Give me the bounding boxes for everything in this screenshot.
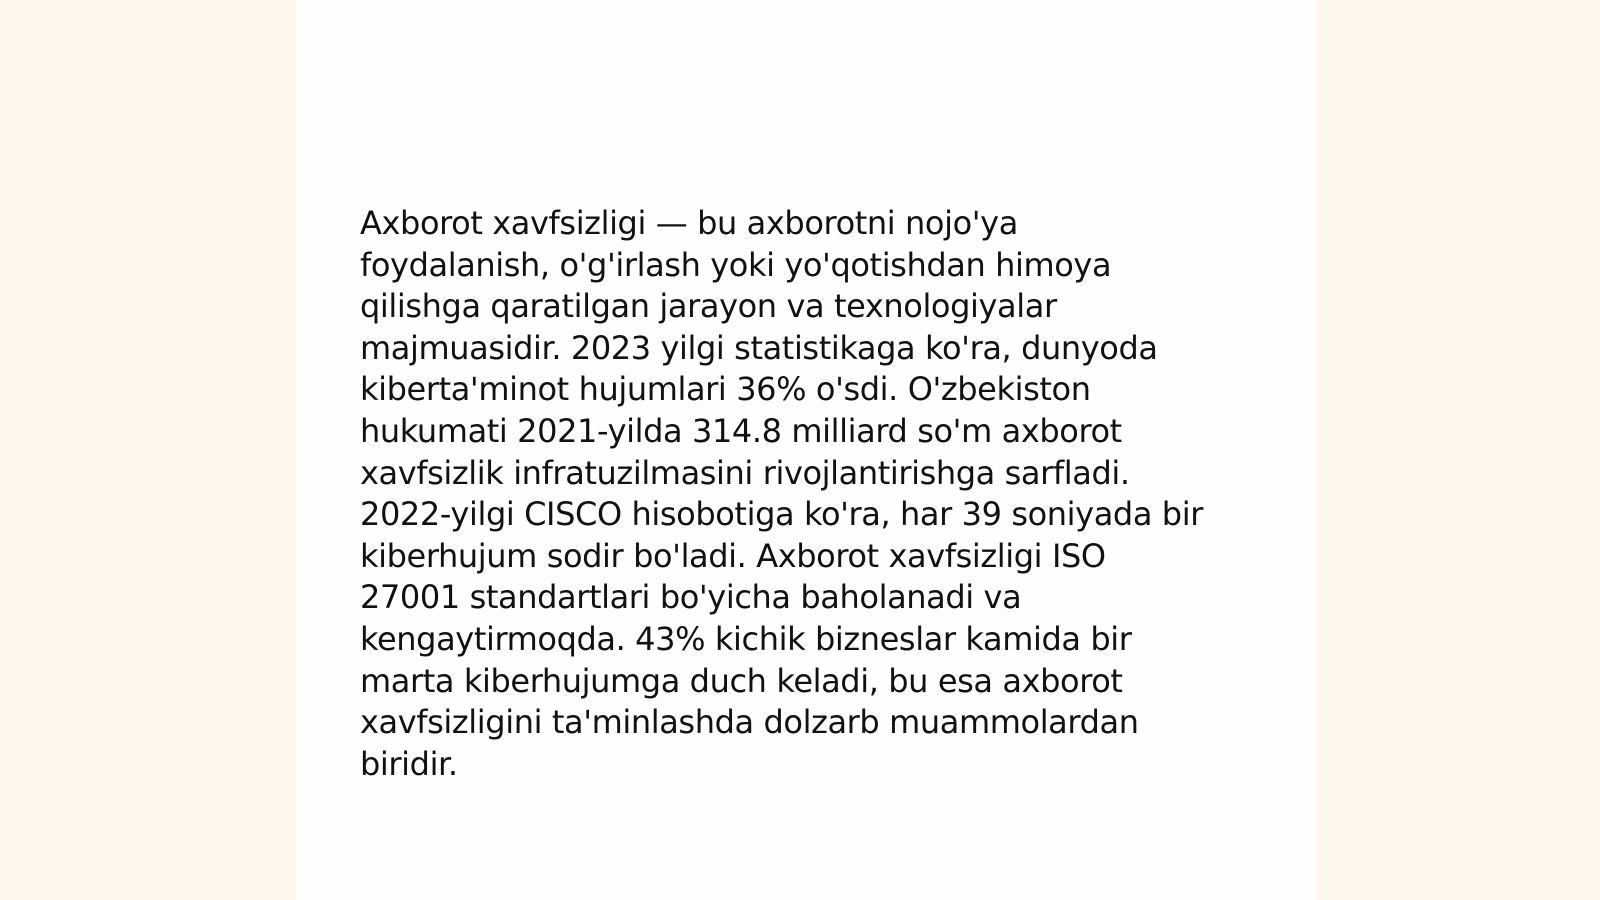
body-paragraph: Axborot xavfsizligi — bu axborotni nojo'ya foydalanish, o'g'irlash yoki yo'qotishdan himoya qilishga qaratilgan jarayon va texnologiyalar majmuasidir. 2023 yilgi statistikaga ko'ra, dunyoda kiberta'minot hujumlari 36% o'sdi. O'zbekiston hukumati 2021-yilda 314.8 milliard so'm axborot xavfsizlik infratuzilmasini rivojlantirishga sarfladi. 2022-yilgi CISCO hisobotiga ko'ra, har 39 soniyada bir kiberhujum sodir bo'ladi. Axborot xavfsizligi ISO 27001 standartlari bo'yicha baholanadi va kengaytirmoqda. 43% kichik bizneslar kamida bir marta kiberhujumga duch keladi, bu esa axborot xavfsizligini ta'minlashda dolzarb muammolardan biridir. <box>360 204 1203 783</box>
content-page <box>296 0 1316 900</box>
